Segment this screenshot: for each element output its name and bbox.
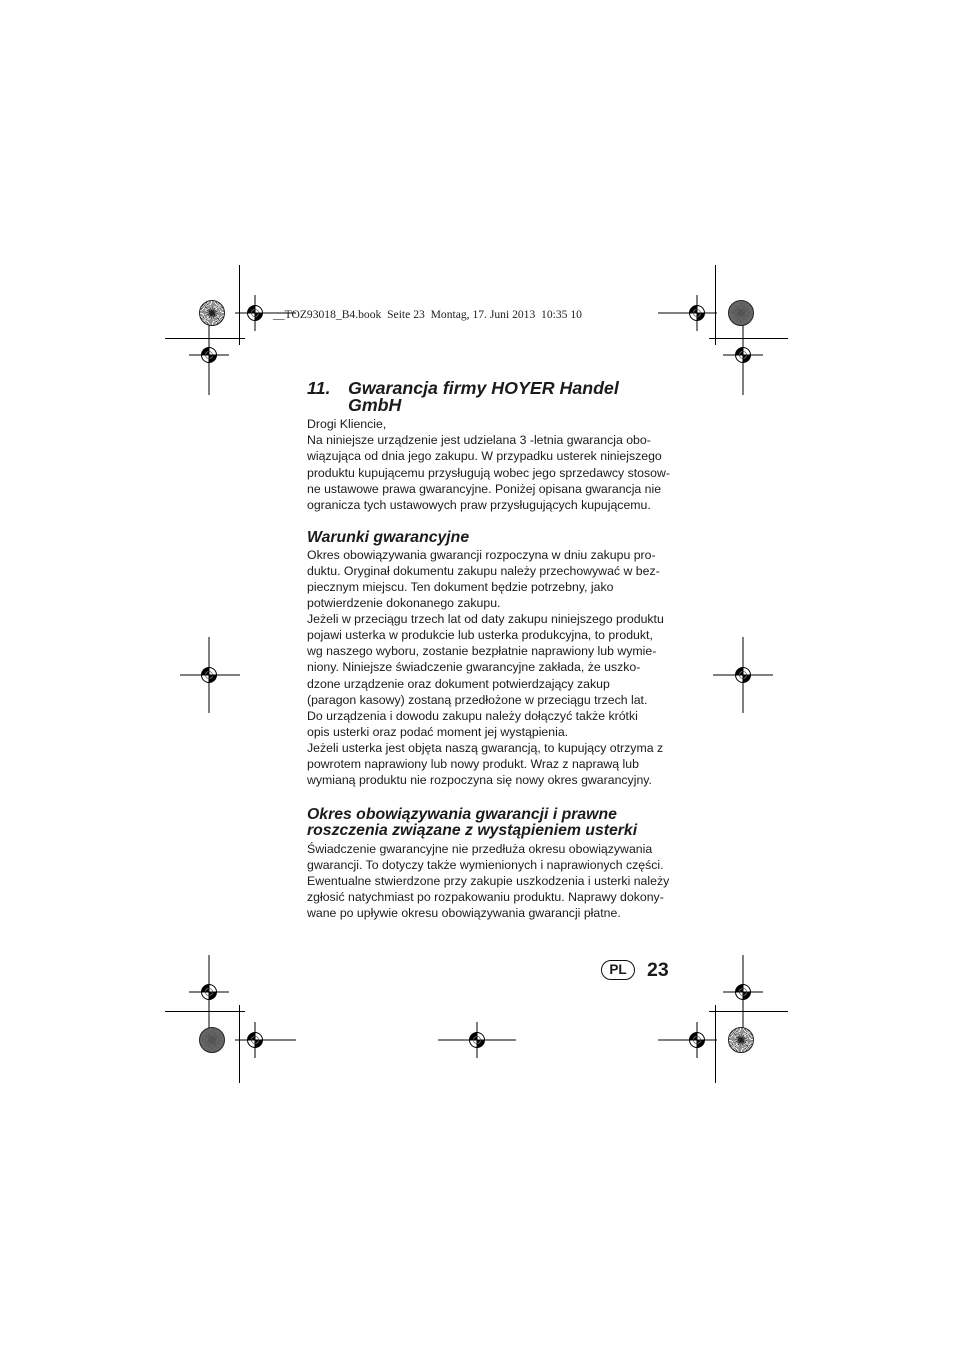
- subsection-heading: [307, 530, 469, 546]
- registration-mark: [690, 306, 705, 321]
- body-line: Ewentualne stwierdzone przy zakupie uszkodzenia i usterki należy: [307, 874, 670, 888]
- registration-mark: [202, 668, 217, 683]
- body-line: Okres obowiązywania gwarancji rozpoczyna w dniu zakupu pro-: [307, 548, 656, 562]
- subsection-heading-line: roszczenia związane z wystąpieniem usterki: [307, 822, 638, 839]
- warranty-period-text: [307, 841, 673, 921]
- section-title: [348, 380, 619, 414]
- body-line: potwierdzenie dokonanego zakupu.: [307, 596, 501, 611]
- section-title-line: GmbH: [348, 395, 402, 415]
- registration-mark: [202, 348, 217, 363]
- subsection-heading: [307, 807, 637, 839]
- body-line: (paragon kasowy) zostaną przedłożone w przeciągu trzech lat.: [307, 692, 648, 707]
- body-line: Świadczenie gwarancyjne nie przedłuża okresu obowiązywania: [307, 842, 653, 856]
- body-line: wg naszego wyboru, zostanie bezpłatnie naprawiony lub wymie-: [307, 644, 657, 659]
- intro-line: Na niniejsze urządzenie jest udzielana 3 -letnia gwarancja obo-: [307, 433, 651, 448]
- registration-mark: [736, 668, 751, 683]
- body-line: gwarancji. To dotyczy także wymienionych i naprawionych części.: [307, 858, 664, 872]
- intro-line: produktu kupującemu przysługują wobec jego sprzedawcy stosow-: [307, 465, 670, 480]
- body-line: dzone urządzenie oraz dokument potwierdzający zakup: [307, 676, 610, 691]
- language-badge: PL: [601, 960, 635, 980]
- print-slug: __TOZ93018_B4.book Seite 23 Montag, 17. Juni 2013 10:35 10: [273, 308, 582, 321]
- page-number: 23: [647, 959, 669, 981]
- body-line: zgłosić natychmiast po rozpakowaniu produktu. Naprawy dokony-: [307, 890, 664, 904]
- color-target: [728, 300, 754, 326]
- intro-line: wiązująca od dnia jego zakupu. W przypadku usterek niniejszego: [307, 449, 662, 464]
- intro-line: ne ustawowe prawa gwarancyjne. Poniżej opisana gwarancja nie: [307, 481, 662, 496]
- registration-mark: [736, 985, 751, 1000]
- body-line: pojawi usterka w produkcie lub usterka produkcyjna, to produkt,: [307, 628, 653, 643]
- intro-line: Drogi Kliencie,: [307, 417, 387, 431]
- registration-mark: [736, 348, 751, 363]
- body-line: powrotem naprawiony lub nowy produkt. Wraz z naprawą lub: [307, 756, 639, 771]
- color-target: [199, 1027, 225, 1053]
- subsection-heading-line: Okres obowiązywania gwarancji i prawne: [307, 806, 617, 823]
- body-line: Do urządzenia i dowodu zakupu należy dołączyć także krótki: [307, 708, 638, 723]
- registration-mark: [202, 985, 217, 1000]
- registration-mark: [690, 1033, 705, 1048]
- color-target: [728, 1027, 754, 1053]
- body-line: Jeżeli usterka jest objęta naszą gwarancją, to kupujący otrzyma z: [307, 740, 664, 755]
- registration-mark: [470, 1033, 485, 1048]
- body-line: opis usterki oraz podać moment jej wystąpienia.: [307, 724, 569, 739]
- body-line: wane po upływie okresu obowiązywania gwarancji płatne.: [307, 906, 621, 920]
- intro-paragraph: [307, 416, 673, 513]
- registration-mark: [248, 1033, 263, 1048]
- body-line: Jeżeli w przeciągu trzech lat od daty zakupu niniejszego produktu: [307, 612, 664, 627]
- body-line: wymianą produktu nie rozpoczyna się nowy okres gwarancyjny.: [307, 772, 652, 787]
- body-line: duktu. Oryginał dokumentu zakupu należy przechowywać w bez-: [307, 564, 660, 579]
- intro-line: ogranicza tych ustawowych praw przysługujących kupującemu.: [307, 498, 651, 513]
- section-number: 11.: [307, 378, 331, 398]
- warranty-terms-text: [307, 547, 673, 788]
- body-line: niony. Niniejsze świadczenie gwarancyjne zakłada, że uszko-: [307, 660, 641, 675]
- section-title-line: Gwarancja firmy HOYER Handel: [348, 378, 619, 398]
- color-target: [199, 300, 225, 326]
- registration-mark: [248, 306, 263, 321]
- subsection-heading-line: Warunki gwarancyjne: [307, 529, 470, 546]
- body-line: piecznym miejscu. Ten dokument będzie potrzebny, jako: [307, 580, 614, 595]
